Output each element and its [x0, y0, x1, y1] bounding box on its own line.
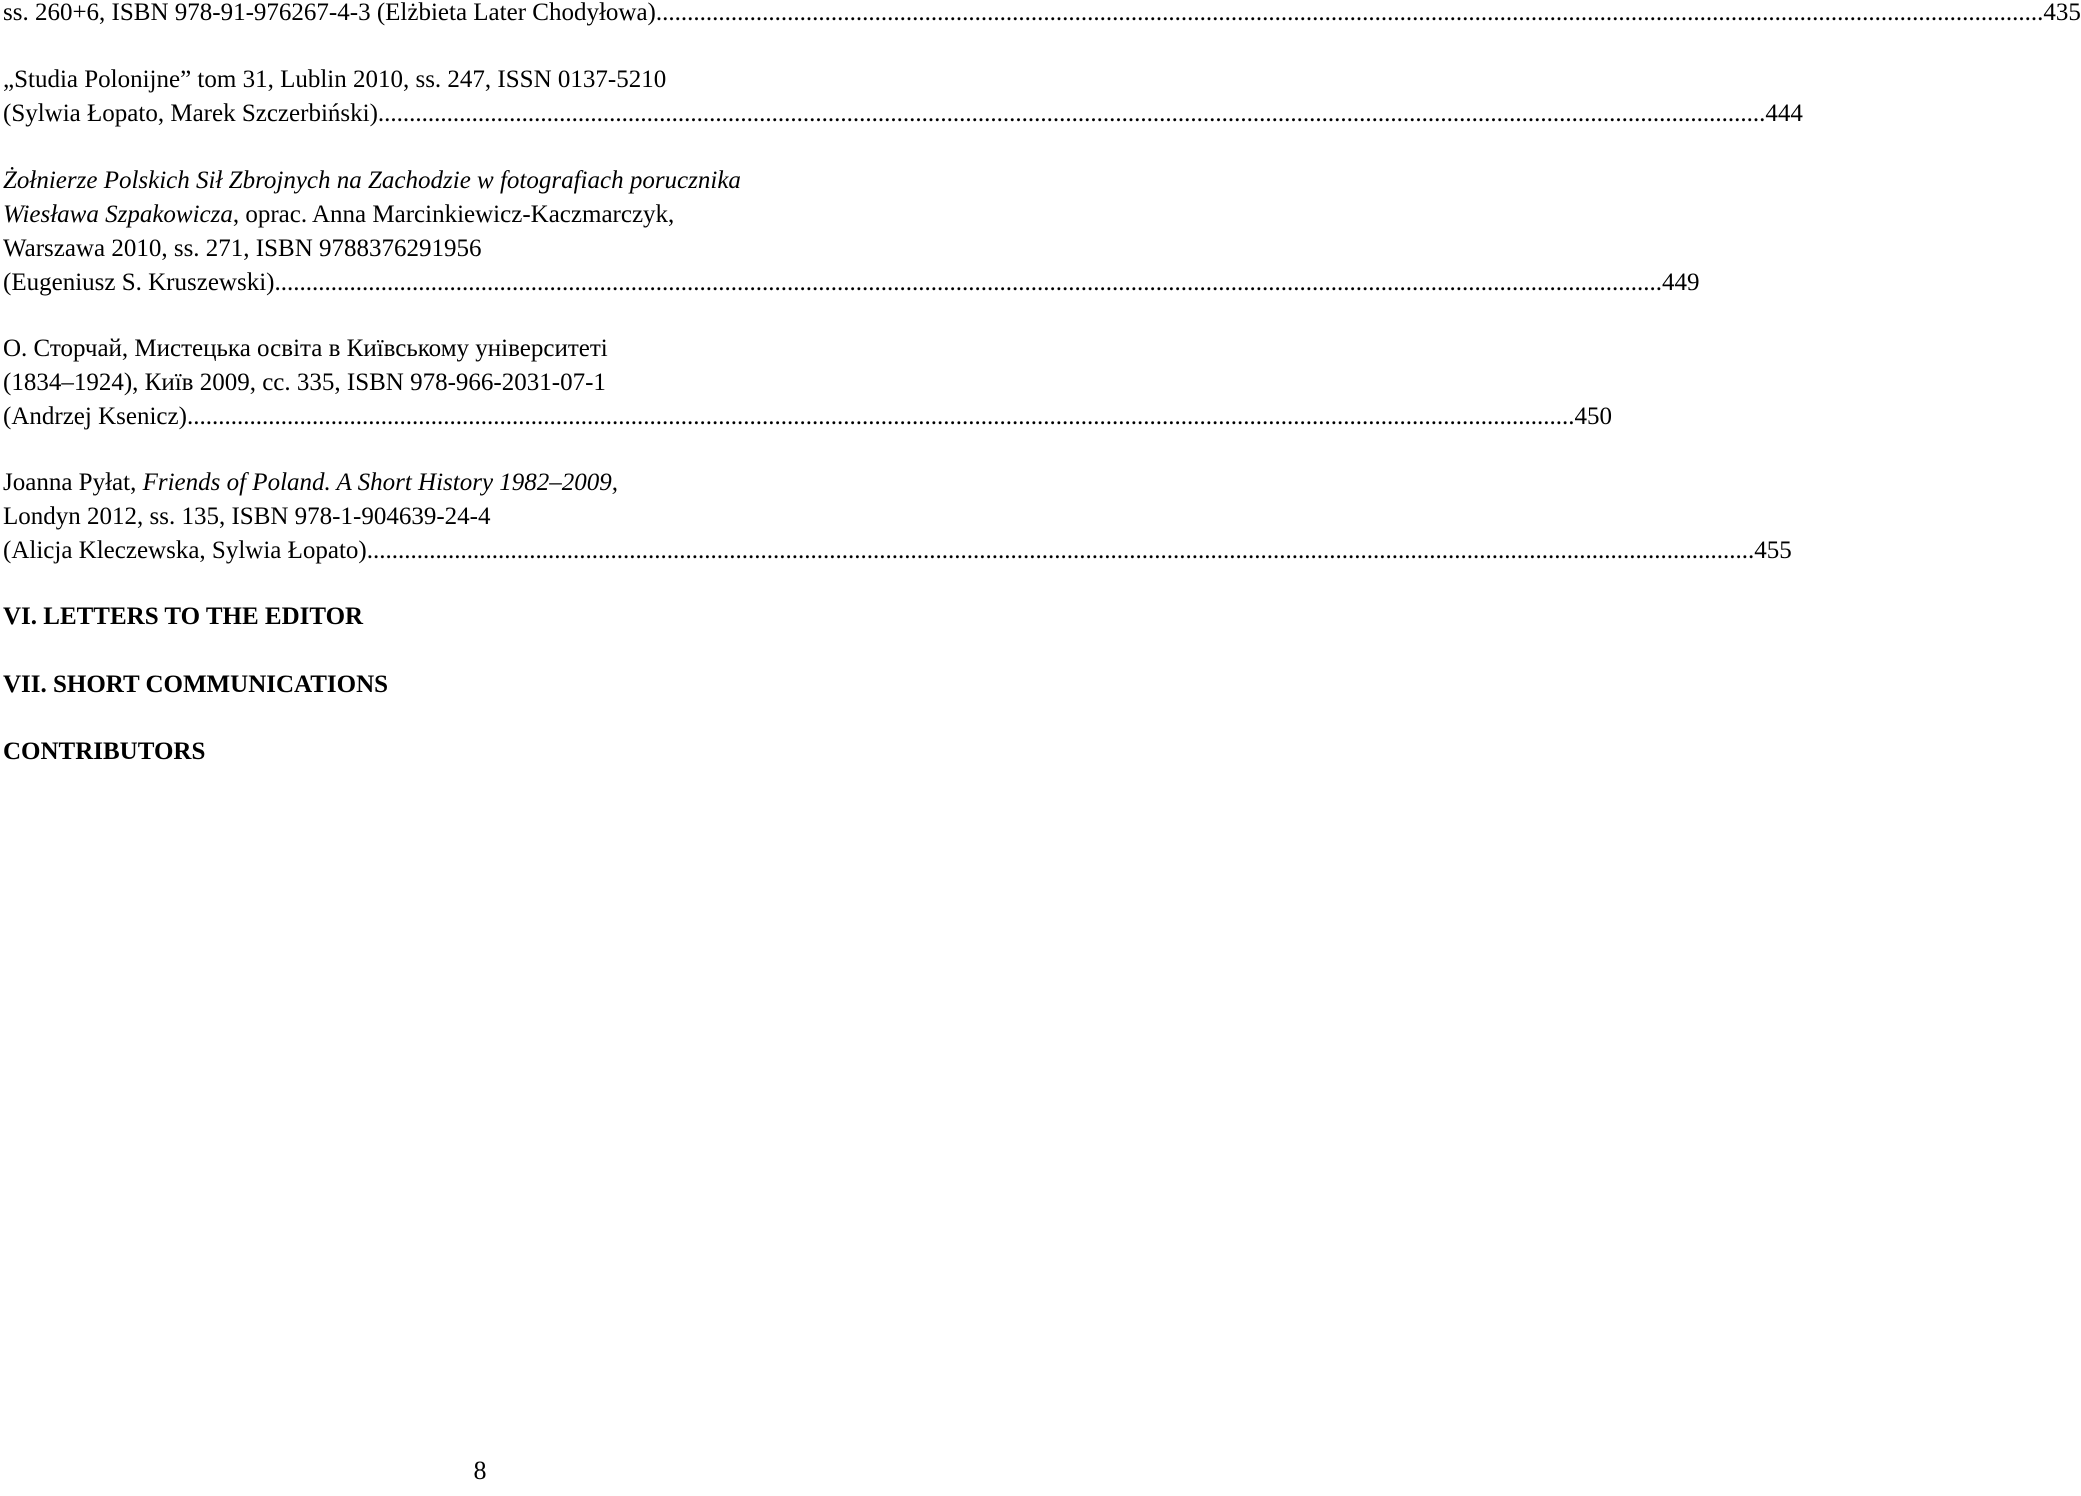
toc-entry-text: (Alicja Kleczewska, Sylwia Łopato): [3, 537, 367, 564]
toc-entry-text: (Eugeniusz S. Kruszewski): [3, 269, 275, 296]
toc-entry-text: , oprac. Anna Marcinkiewicz-Kaczmarczyk,: [232, 201, 675, 228]
toc-entry-title: Wiesława Szpakowicza: [3, 201, 233, 228]
toc-page-ref: 435: [2043, 0, 2081, 26]
toc-entry-line: (1834–1924), Київ 2009, сс. 335, ISBN 978-966-2031-07-1: [3, 369, 606, 396]
dot-leader: ..............................................................................................................................................................................................................................: [274, 269, 1662, 296]
toc-entry-text: (Sylwia Łopato, Marek Szczerbiński): [3, 100, 378, 127]
section-heading-contributors: CONTRIBUTORS: [3, 738, 206, 765]
toc-entry-line: Londyn 2012, ss. 135, ISBN 978-1-904639-24-4: [3, 503, 491, 530]
dot-leader: ..............................................................................................................................................................................................................................: [186, 403, 1575, 430]
toc-entry-text: ss. 260+6, ISBN 978-91-976267-4-3 (Elżbieta Later Chodyłowa): [3, 0, 656, 26]
toc-page-ref: 449: [1661, 269, 1700, 296]
dot-leader: ..............................................................................................................................................................................................................................: [366, 537, 1755, 564]
dot-leader: ..............................................................................................................................................................................................................................: [377, 100, 1766, 127]
toc-entry-line: Warszawa 2010, ss. 271, ISBN 9788376291956: [3, 235, 482, 262]
toc-page-ref: 455: [1754, 537, 1792, 564]
toc-entry-line: [3, 266, 1700, 300]
page-number: 8: [473, 1456, 487, 1485]
section-heading-letters: VI. LETTERS TO THE EDITOR: [3, 603, 364, 630]
toc-entry-line: [3, 534, 1792, 568]
toc-page-ref: 444: [1765, 100, 1803, 127]
toc-entry-line: [3, 0, 2081, 30]
toc-entry-title: Friends of Poland. A Short History 1982–2009,: [142, 469, 619, 496]
toc-entry-pylat: [3, 466, 1792, 568]
toc-entry-later-chodylowa: [3, 0, 2081, 30]
toc-entry-studia-polonijne: [3, 63, 1803, 131]
dot-leader: ..............................................................................................................................................................................................................................: [655, 0, 2044, 26]
toc-entry-line: Żołnierze Polskich Sił Zbrojnych na Zachodzie w fotografiach porucznika: [3, 167, 741, 194]
toc-entry-author: Joanna Pyłat,: [3, 469, 143, 496]
toc-entry-storchai: [3, 332, 1612, 434]
toc-entry-line: [3, 97, 1803, 131]
toc-page-ref: 450: [1574, 403, 1612, 430]
section-heading-short-communications: VII. SHORT COMMUNICATIONS: [3, 671, 389, 698]
toc-entry-text: (Andrzej Ksenicz): [3, 403, 187, 430]
toc-entry-line: [3, 198, 955, 232]
toc-entry-zolnierze: [3, 164, 1700, 300]
toc-entry-line: О. Сторчай, Мистецька освіта в Київському університеті: [3, 335, 608, 362]
toc-entry-line: [3, 466, 955, 500]
toc-entry-line: [3, 400, 1612, 434]
toc-entry-line: „Studia Polonijne” tom 31, Lublin 2010, ss. 247, ISSN 0137-5210: [3, 66, 667, 93]
